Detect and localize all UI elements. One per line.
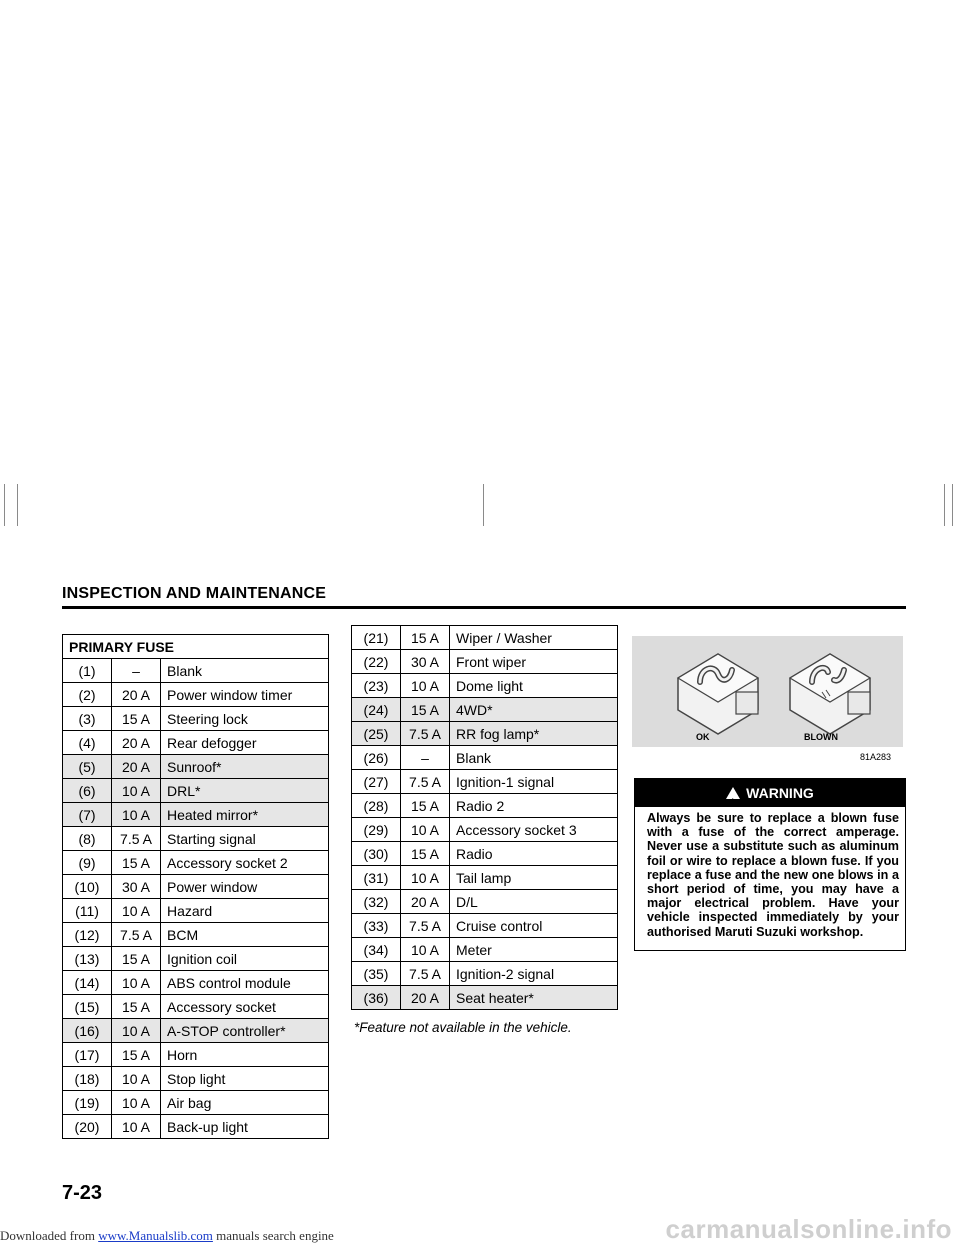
fuse-number: (33) bbox=[352, 914, 401, 938]
fuse-amperage: – bbox=[401, 746, 450, 770]
fuse-amperage: 30 A bbox=[401, 650, 450, 674]
blown-label: BLOWN bbox=[804, 732, 838, 742]
warning-triangle-icon bbox=[726, 787, 740, 799]
fuse-amperage: 10 A bbox=[401, 866, 450, 890]
fuse-description: Blank bbox=[161, 659, 329, 683]
fuse-amperage: 10 A bbox=[401, 818, 450, 842]
ok-label: OK bbox=[696, 732, 710, 742]
fuse-number: (19) bbox=[63, 1091, 112, 1115]
fuse-number: (22) bbox=[352, 650, 401, 674]
fuse-number: (32) bbox=[352, 890, 401, 914]
fuse-description: Power window bbox=[161, 875, 329, 899]
fuse-description: Starting signal bbox=[161, 827, 329, 851]
crop-mark bbox=[4, 484, 5, 526]
fuse-description: BCM bbox=[161, 923, 329, 947]
fuse-description: Blank bbox=[450, 746, 618, 770]
fuse-table-continued bbox=[351, 625, 618, 1010]
fuse-description: Horn bbox=[161, 1043, 329, 1067]
fuse-amperage: 7.5 A bbox=[401, 722, 450, 746]
fuse-number: (15) bbox=[63, 995, 112, 1019]
fuse-row bbox=[352, 986, 618, 1010]
fuse-number: (5) bbox=[63, 755, 112, 779]
fuse-description: Heated mirror* bbox=[161, 803, 329, 827]
fuse-description: RR fog lamp* bbox=[450, 722, 618, 746]
fuse-row bbox=[63, 1067, 329, 1091]
fuse-row bbox=[63, 659, 329, 683]
fuse-number: (25) bbox=[352, 722, 401, 746]
fuse-amperage: 20 A bbox=[112, 755, 161, 779]
fuse-row bbox=[63, 851, 329, 875]
fuse-row bbox=[63, 683, 329, 707]
fuse-description: Hazard bbox=[161, 899, 329, 923]
primary-fuse-label: PRIMARY FUSE bbox=[63, 635, 329, 659]
fuse-row bbox=[63, 1091, 329, 1115]
fuse-amperage: 10 A bbox=[112, 971, 161, 995]
fuse-description: Ignition coil bbox=[161, 947, 329, 971]
fuse-description: Seat heater* bbox=[450, 986, 618, 1010]
fuse-number: (1) bbox=[63, 659, 112, 683]
fuse-description: Radio bbox=[450, 842, 618, 866]
fuse-number: (13) bbox=[63, 947, 112, 971]
fuse-amperage: 15 A bbox=[401, 842, 450, 866]
fuse-number: (6) bbox=[63, 779, 112, 803]
footnote: *Feature not available in the vehicle. bbox=[354, 1020, 572, 1035]
crop-mark bbox=[483, 484, 484, 526]
page-number: 7-23 bbox=[62, 1182, 103, 1204]
fuse-row bbox=[63, 731, 329, 755]
fuse-number: (27) bbox=[352, 770, 401, 794]
fuse-number: (35) bbox=[352, 962, 401, 986]
warning-header bbox=[635, 779, 905, 807]
fuse-amperage: 10 A bbox=[401, 674, 450, 698]
primary-fuse-table bbox=[62, 634, 329, 1139]
fuse-description: Stop light bbox=[161, 1067, 329, 1091]
fuse-row bbox=[352, 794, 618, 818]
fuse-row bbox=[352, 722, 618, 746]
fuse-amperage: 7.5 A bbox=[112, 923, 161, 947]
fuse-description: Tail lamp bbox=[450, 866, 618, 890]
fuse-amperage: 15 A bbox=[112, 947, 161, 971]
fuse-description: A-STOP controller* bbox=[161, 1019, 329, 1043]
fuse-description: Back-up light bbox=[161, 1115, 329, 1139]
section-title: INSPECTION AND MAINTENANCE bbox=[62, 585, 327, 602]
blown-fuse-icon bbox=[790, 654, 870, 734]
warning-title: WARNING bbox=[746, 785, 814, 801]
ok-fuse-icon bbox=[678, 654, 758, 734]
fuse-description: Accessory socket 3 bbox=[450, 818, 618, 842]
fuse-amperage: 10 A bbox=[112, 1115, 161, 1139]
fuse-row bbox=[63, 995, 329, 1019]
fuse-row bbox=[352, 890, 618, 914]
fuse-description: Cruise control bbox=[450, 914, 618, 938]
fuse-description: Accessory socket bbox=[161, 995, 329, 1019]
fuse-number: (16) bbox=[63, 1019, 112, 1043]
fuse-row bbox=[63, 1115, 329, 1139]
fuse-description: Accessory socket 2 bbox=[161, 851, 329, 875]
fuse-number: (17) bbox=[63, 1043, 112, 1067]
fuse-description: Dome light bbox=[450, 674, 618, 698]
crop-mark bbox=[952, 484, 953, 526]
fuse-row bbox=[352, 746, 618, 770]
fuse-amperage: 10 A bbox=[112, 803, 161, 827]
fuse-amperage: 7.5 A bbox=[112, 827, 161, 851]
fuse-amperage: 20 A bbox=[401, 890, 450, 914]
fuse-number: (34) bbox=[352, 938, 401, 962]
fuse-number: (20) bbox=[63, 1115, 112, 1139]
fuse-number: (11) bbox=[63, 899, 112, 923]
fuse-number: (24) bbox=[352, 698, 401, 722]
fuse-row bbox=[352, 626, 618, 650]
fuse-amperage: 7.5 A bbox=[401, 914, 450, 938]
fuse-amperage: 15 A bbox=[112, 995, 161, 1019]
fuse-amperage: 15 A bbox=[112, 851, 161, 875]
fuse-amperage: 10 A bbox=[112, 899, 161, 923]
fuse-number: (7) bbox=[63, 803, 112, 827]
fuse-amperage: – bbox=[112, 659, 161, 683]
fuse-description: Steering lock bbox=[161, 707, 329, 731]
fuse-row bbox=[352, 866, 618, 890]
fuse-row bbox=[63, 827, 329, 851]
fuse-number: (29) bbox=[352, 818, 401, 842]
fuse-amperage: 7.5 A bbox=[401, 962, 450, 986]
fuse-number: (30) bbox=[352, 842, 401, 866]
fuse-amperage: 30 A bbox=[112, 875, 161, 899]
fuse-description: ABS control module bbox=[161, 971, 329, 995]
fuse-row bbox=[63, 707, 329, 731]
fuse-amperage: 20 A bbox=[112, 683, 161, 707]
fuse-number: (28) bbox=[352, 794, 401, 818]
fuse-amperage: 15 A bbox=[401, 794, 450, 818]
fuse-row bbox=[352, 914, 618, 938]
fuse-amperage: 20 A bbox=[401, 986, 450, 1010]
fuse-illustration bbox=[632, 636, 903, 747]
download-suffix: manuals search engine bbox=[212, 1228, 334, 1243]
download-prefix: Downloaded from bbox=[0, 1228, 99, 1243]
fuse-amperage: 15 A bbox=[112, 707, 161, 731]
fuse-number: (2) bbox=[63, 683, 112, 707]
fuse-row bbox=[352, 938, 618, 962]
fuse-amperage: 15 A bbox=[401, 626, 450, 650]
fuse-description: 4WD* bbox=[450, 698, 618, 722]
fuse-number: (3) bbox=[63, 707, 112, 731]
fuse-amperage: 10 A bbox=[401, 938, 450, 962]
fuse-amperage: 20 A bbox=[112, 731, 161, 755]
fuse-row bbox=[352, 650, 618, 674]
fuse-row bbox=[352, 674, 618, 698]
fuse-description: DRL* bbox=[161, 779, 329, 803]
fuse-amperage: 10 A bbox=[112, 779, 161, 803]
fuse-description: Front wiper bbox=[450, 650, 618, 674]
fuse-amperage: 10 A bbox=[112, 1067, 161, 1091]
fuse-amperage: 15 A bbox=[401, 698, 450, 722]
fuse-row bbox=[63, 899, 329, 923]
fuse-number: (18) bbox=[63, 1067, 112, 1091]
fuse-number: (31) bbox=[352, 866, 401, 890]
fuse-amperage: 10 A bbox=[112, 1019, 161, 1043]
fuse-row bbox=[63, 971, 329, 995]
fuse-row bbox=[352, 770, 618, 794]
fuse-row bbox=[63, 1019, 329, 1043]
watermark: carmanualsonline.info bbox=[665, 1214, 952, 1244]
fuse-number: (10) bbox=[63, 875, 112, 899]
fuse-description: Ignition-2 signal bbox=[450, 962, 618, 986]
manualslib-link[interactable]: www.Manualslib.com bbox=[98, 1228, 213, 1243]
fuse-row bbox=[63, 803, 329, 827]
fuse-description: Rear defogger bbox=[161, 731, 329, 755]
fuse-row bbox=[63, 947, 329, 971]
figure-code: 81A283 bbox=[860, 752, 892, 762]
fuse-row bbox=[352, 698, 618, 722]
crop-mark bbox=[17, 484, 18, 526]
fuse-number: (14) bbox=[63, 971, 112, 995]
fuse-figure bbox=[632, 636, 903, 747]
fuse-number: (4) bbox=[63, 731, 112, 755]
fuse-description: Wiper / Washer bbox=[450, 626, 618, 650]
fuse-number: (9) bbox=[63, 851, 112, 875]
fuse-row bbox=[352, 962, 618, 986]
fuse-description: Ignition-1 signal bbox=[450, 770, 618, 794]
fuse-description: Meter bbox=[450, 938, 618, 962]
fuse-description: Radio 2 bbox=[450, 794, 618, 818]
fuse-row bbox=[63, 923, 329, 947]
fuse-amperage: 15 A bbox=[112, 1043, 161, 1067]
fuse-row bbox=[63, 1043, 329, 1067]
fuse-number: (36) bbox=[352, 986, 401, 1010]
warning-box bbox=[634, 778, 906, 951]
fuse-number: (26) bbox=[352, 746, 401, 770]
fuse-description: D/L bbox=[450, 890, 618, 914]
fuse-amperage: 10 A bbox=[112, 1091, 161, 1115]
section-rule bbox=[62, 606, 906, 609]
fuse-number: (8) bbox=[63, 827, 112, 851]
fuse-row bbox=[63, 779, 329, 803]
fuse-row bbox=[352, 842, 618, 866]
fuse-row bbox=[63, 755, 329, 779]
crop-mark bbox=[944, 484, 945, 526]
fuse-description: Sunroof* bbox=[161, 755, 329, 779]
fuse-number: (23) bbox=[352, 674, 401, 698]
fuse-amperage: 7.5 A bbox=[401, 770, 450, 794]
fuse-number: (12) bbox=[63, 923, 112, 947]
fuse-description: Power window timer bbox=[161, 683, 329, 707]
fuse-row bbox=[352, 818, 618, 842]
fuse-row bbox=[63, 875, 329, 899]
fuse-number: (21) bbox=[352, 626, 401, 650]
fuse-description: Air bag bbox=[161, 1091, 329, 1115]
warning-text: Always be sure to replace a blown fuse with a fuse of the correct amperage. Never use a substitute such as aluminum foil or wire to replace a blown fuse. If you replace a fuse and the new one blows in a short period of time, you may have a major electrical problem. Have your vehicle inspected immediately by your authorised Maruti Suzuki workshop. bbox=[647, 811, 899, 939]
